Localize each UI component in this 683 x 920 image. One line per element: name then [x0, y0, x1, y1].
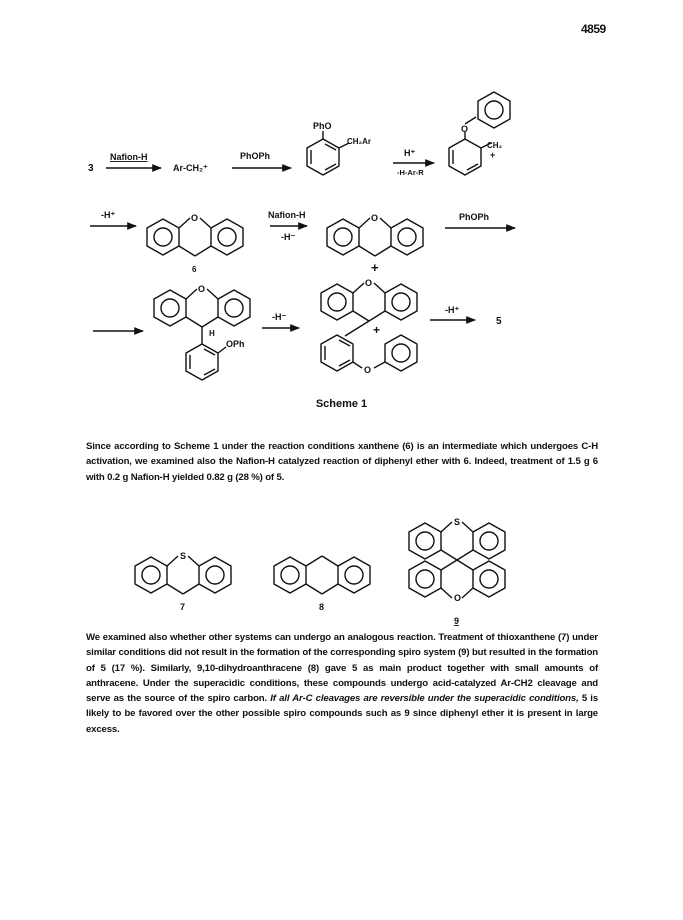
reagent-minus-h-minus-2: -H⁻ — [272, 312, 287, 322]
page-number: 4859 — [581, 22, 606, 36]
reagent-minus-h-minus-1: -H⁻ — [281, 232, 296, 242]
benzyl-cation-label: Ar-CH₂⁺ — [173, 163, 208, 173]
ether-oxygen-label: O — [461, 124, 469, 134]
xanthene-structure — [147, 218, 243, 256]
paragraph-2-part-1: We examined also whether other systems can undergo an analogous reaction. Treatment of thioxanthene (7) under similar conditions did not result in the formation of the corresponding spiro system (9) but resulted in the formation of 5 (17 %). Similarly, 9,10-dihydroanthracene (8) gave 5 as main product together with small amounts of anthracene. Under the superacidic conditions, these compounds undergo acid-catalyzed Ar-CH2 cleavage and serve as the source of the spiro carbon. — [86, 632, 598, 705]
xanthylium-charge: + — [371, 260, 379, 275]
paragraph-1: Since according to Scheme 1 under the reaction conditions xanthene (6) is an intermediate which undergoes C-H activation, we examined also the Nafion-H catalyzed reaction of diphenyl ether with 6. Indeed, treatment of 1.5 g 6 with 0.2 g Nafion-H yielded 0.82 g (28 %) of 5. — [86, 441, 598, 483]
paragraph-2 — [86, 630, 598, 737]
xanthylium-cation — [327, 218, 423, 256]
adduct-hydrogen-label: H — [209, 329, 215, 338]
thioxanthene-sulfur-label: S — [180, 551, 187, 561]
reagent-phoph-2: PhOPh — [459, 212, 490, 222]
spiro-cation-oxygen-bottom: O — [364, 365, 372, 375]
reagent-minus-h-ar-r: -H-Ar-R — [397, 168, 424, 177]
paragraph-2-part-2: 5 is likely to be favored over the other possible spiro compounds such as 9 since diphenyl ether it is present in large excess. — [86, 693, 599, 735]
reagent-h-plus: H⁺ — [404, 148, 416, 158]
spiro-9-oxygen-label: O — [454, 593, 462, 603]
spiro-structure-9 — [409, 522, 505, 598]
substituent-ch2ar: CH₂Ar — [347, 137, 371, 146]
substituent-ch2: CH₂ — [487, 141, 503, 150]
reagent-minus-h-plus-1: -H⁺ — [101, 210, 116, 220]
adduct-oph-label: OPh — [226, 339, 245, 349]
compound-9-label: 9 — [454, 616, 460, 626]
compound-5-label: 5 — [496, 316, 502, 327]
compound-3-label: 3 — [88, 163, 94, 174]
compound-8-label: 8 — [319, 602, 325, 612]
spiro-cation-oxygen-top: O — [365, 278, 373, 288]
adduct-structure — [154, 289, 250, 380]
xanthylium-oxygen-label: O — [371, 213, 379, 223]
benzene-ring — [307, 131, 349, 175]
scheme-caption: Scheme 1 — [315, 398, 368, 410]
spiro-cation-structure — [321, 283, 417, 371]
adduct-oxygen-label: O — [198, 284, 206, 294]
phenoxy-benzyl-cation — [449, 92, 510, 175]
compound-7-label: 7 — [180, 602, 186, 612]
reagent-nafion-h-2: Nafion-H — [268, 210, 306, 220]
thioxanthene-structure — [135, 556, 231, 594]
spiro-cation-charge: + — [373, 323, 381, 337]
reagent-phoph: PhOPh — [240, 151, 271, 161]
cation-charge-1: + — [490, 150, 496, 160]
reagent-nafion-h: Nafion-H — [110, 152, 148, 162]
spiro-9-sulfur-label: S — [454, 517, 461, 527]
xanthene-oxygen-label: O — [191, 213, 199, 223]
compound-6-label: 6 — [192, 265, 197, 274]
substituent-pho: PhO — [313, 121, 332, 131]
paragraph-2-italic: If all Ar-C cleavages are reversible under the superacidic conditions, — [270, 693, 579, 705]
reagent-minus-h-plus-2: -H⁺ — [445, 305, 460, 315]
dihydroanthracene-structure — [274, 556, 370, 594]
